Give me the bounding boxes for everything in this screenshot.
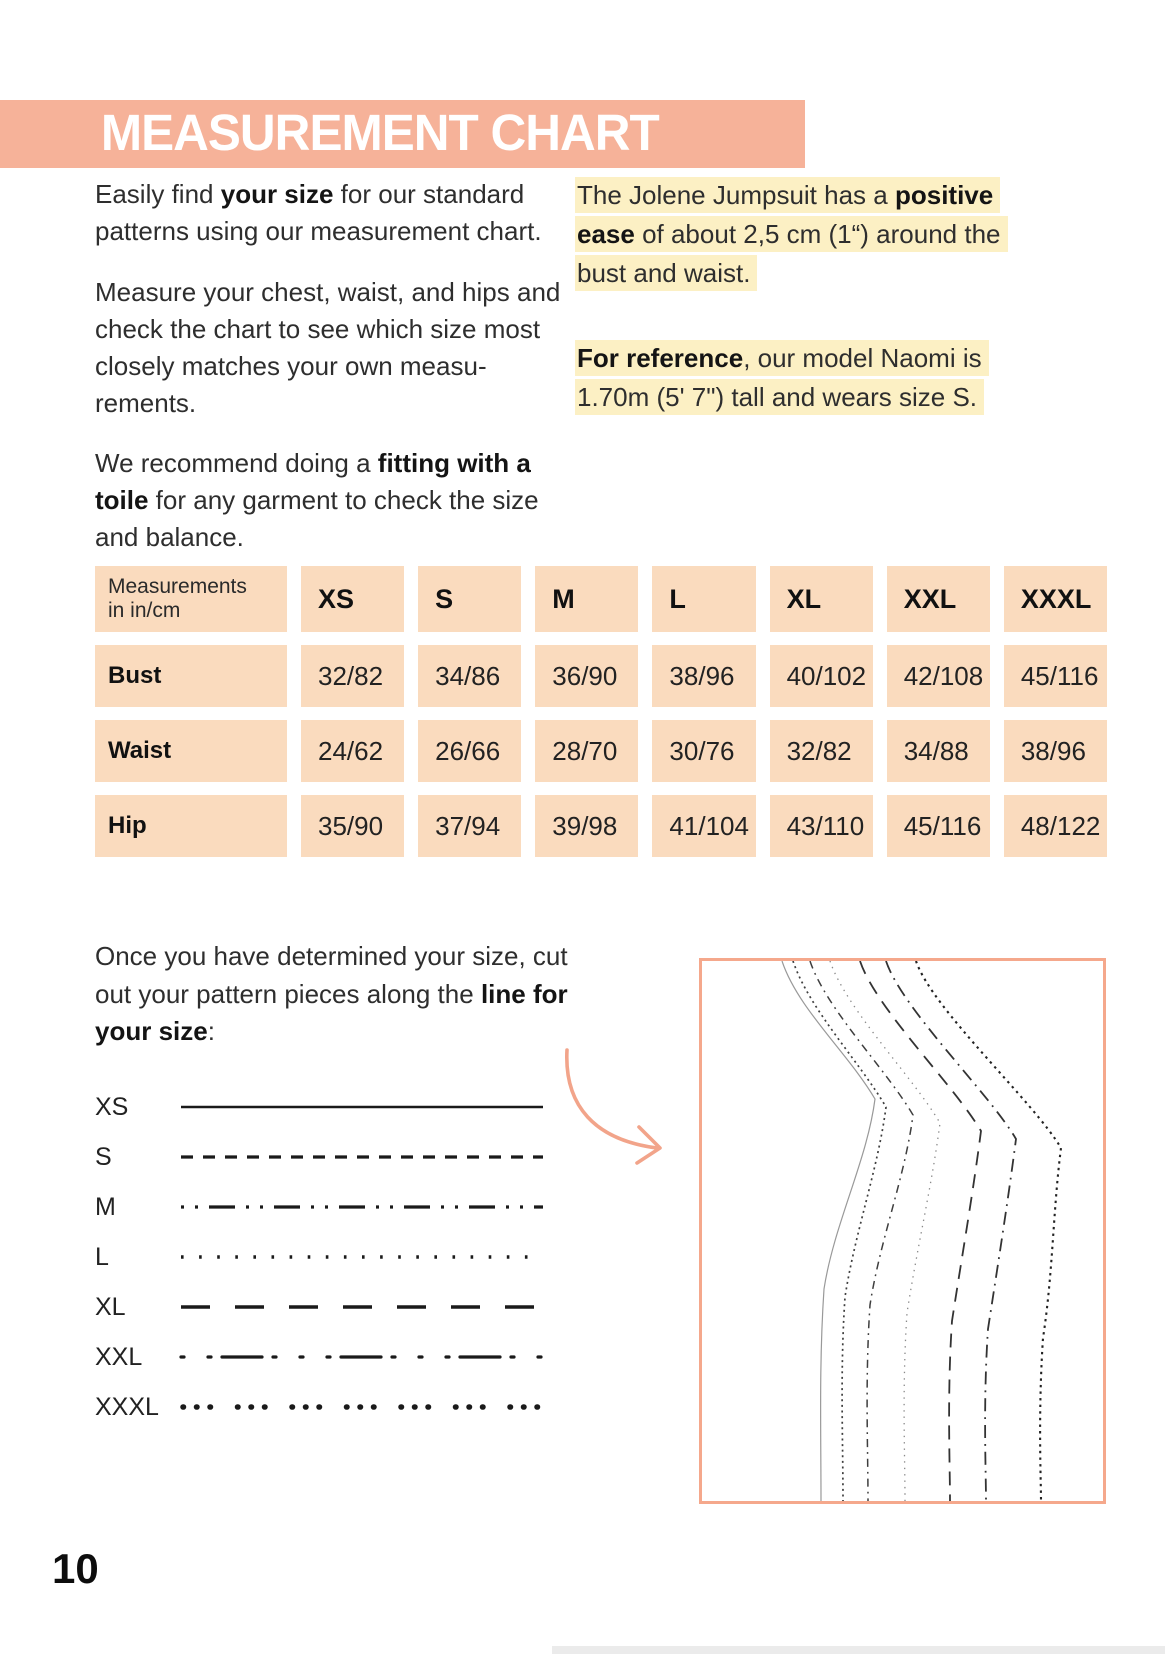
intro-left-column [95,176,567,580]
legend-size-label: XS [95,1092,129,1121]
highlighted-note: The Jolene Jumpsuit has a positive ease of about 2,5 cm (1“) around the bust and waist. [575,176,1023,293]
table-row-label: Hip [95,795,287,857]
table-cell: 48/122 [1004,795,1107,857]
table-cell: 38/96 [1004,720,1107,782]
legend-row [95,1392,555,1421]
curved-arrow-icon [545,1040,685,1168]
table-cell: 42/108 [887,645,990,707]
legend-row [95,1192,555,1221]
page-title: MEASUREMENT CHART [100,104,659,161]
table-cell: 35/90 [301,795,404,857]
table-cell: 34/88 [887,720,990,782]
pattern-line-m [810,961,913,1501]
pattern-line-xl [860,961,981,1501]
line-style-s [179,1147,545,1167]
table-cell: 45/116 [1004,645,1107,707]
table-size-header: S [418,566,521,632]
table-size-header: M [535,566,638,632]
table-cell: 45/116 [887,795,990,857]
legend-size-label: XL [95,1292,126,1321]
table-corner-header: Measurements in in/cm [95,566,287,632]
line-style-m [179,1197,545,1217]
legend-row [95,1292,555,1321]
table-row-label: Bust [95,645,287,707]
legend-size-label: L [95,1242,109,1271]
table-cell: 41/104 [652,795,755,857]
table-cell: 38/96 [652,645,755,707]
page-number: 10 [52,1545,99,1592]
table-cell: 43/110 [770,795,873,857]
legend-row [95,1142,555,1171]
pattern-line-l [830,961,940,1501]
table-cell: 28/70 [535,720,638,782]
table-cell: 39/98 [535,795,638,857]
legend-size-label: M [95,1192,116,1221]
measurement-table [95,566,1107,857]
legend-row [95,1342,555,1371]
legend-row [95,1092,555,1121]
table-cell: 32/82 [301,645,404,707]
table-cell: 24/62 [301,720,404,782]
table-size-header: XXL [887,566,990,632]
table-size-header: XL [770,566,873,632]
cutting-instructions: Once you have determined your size, cut out your pattern pieces along the line for your size: [95,941,568,1047]
line-style-xs [179,1097,545,1117]
table-row-label: Waist [95,720,287,782]
table-cell: 36/90 [535,645,638,707]
table-cell: 32/82 [770,720,873,782]
legend-size-label: XXXL [95,1392,159,1421]
table-size-header: L [652,566,755,632]
pattern-line-xxl [886,961,1016,1501]
line-style-xl [179,1297,545,1317]
table-cell: 40/102 [770,645,873,707]
table-cell: 34/86 [418,645,521,707]
intro-paragraph: Measure your chest, waist, and hips and check the chart to see which size most closely matches your own measurements. [95,276,561,418]
line-style-xxxl [179,1397,545,1417]
line-style-l [179,1247,545,1267]
pattern-line-xxxl [916,961,1061,1501]
table-size-header: XXXL [1004,566,1107,632]
pattern-line-xs [782,961,875,1501]
pattern-piece-illustration [699,958,1106,1504]
legend-size-label: S [95,1142,112,1171]
table-cell: 37/94 [418,795,521,857]
table-cell: 30/76 [652,720,755,782]
table-size-header: XS [301,566,404,632]
pattern-line-s [793,961,886,1501]
intro-paragraph: Easily find your size for our standard patterns using our measurement chart. [95,179,542,246]
highlighted-note: For reference, our model Naomi is 1.70m (5' 7") tall and wears size S. [575,339,1023,417]
legend-size-label: XXL [95,1342,143,1371]
legend-row [95,1242,555,1271]
header-band [0,100,805,168]
line-style-legend [95,1092,555,1445]
pattern-size-lines [702,961,1103,1501]
intro-paragraph: We recommend doing a fitting with a toile for any garment to check the size and balance. [95,448,539,553]
line-style-xxl [179,1347,545,1367]
intro-right-column [575,176,1023,437]
page-edge-shadow [552,1646,1165,1654]
spacer [575,313,1023,339]
table-cell: 26/66 [418,720,521,782]
